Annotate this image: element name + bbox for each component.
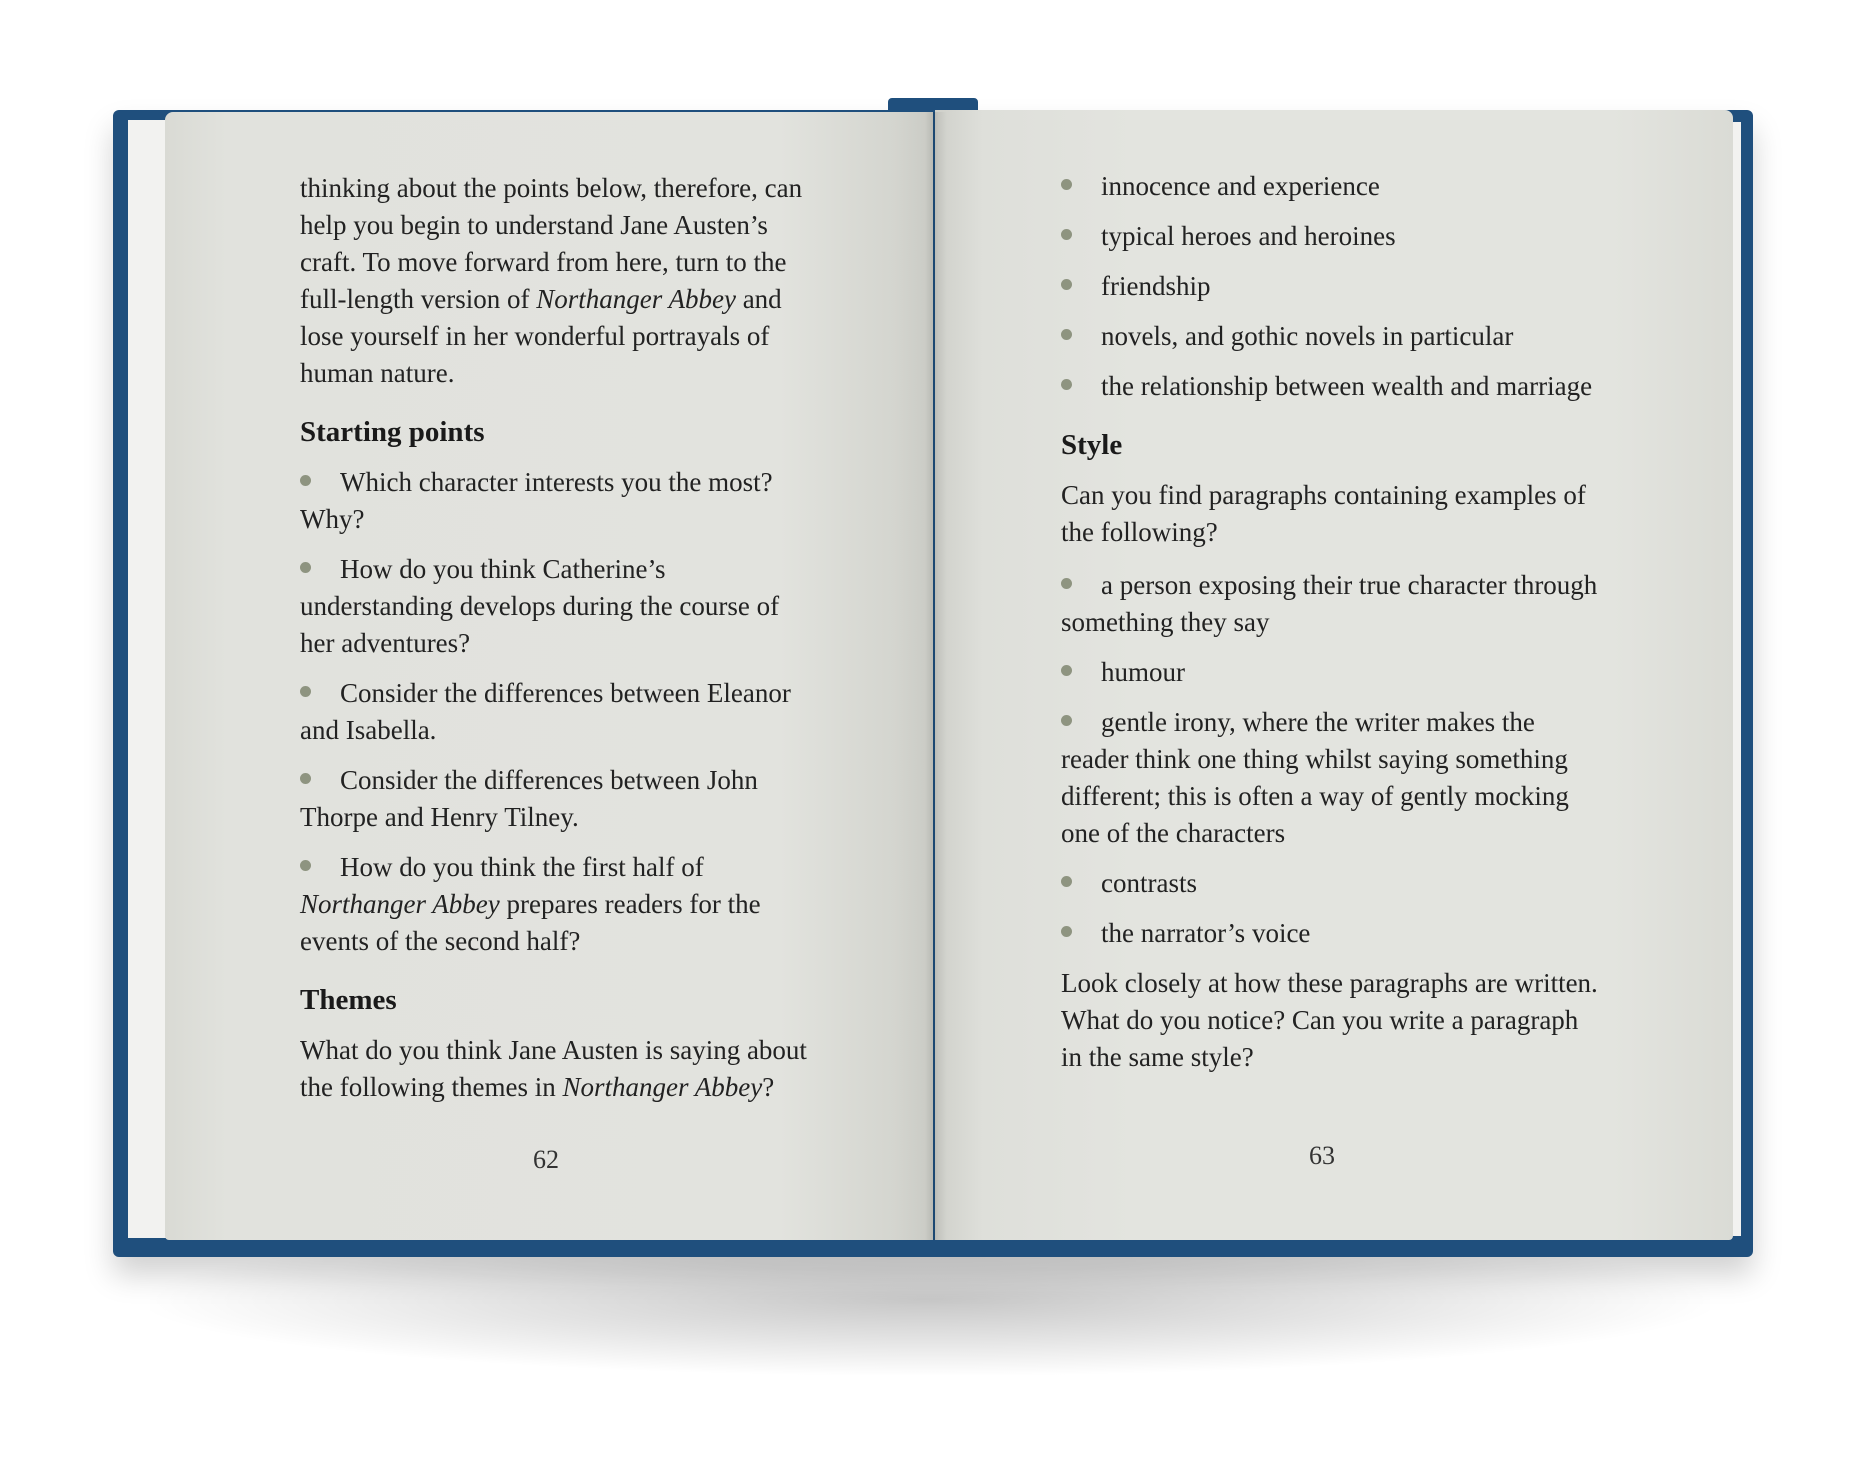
list-item-text: contrasts — [1101, 868, 1197, 898]
list-item — [300, 464, 820, 538]
list-item — [1061, 567, 1606, 641]
themes-intro-text: ? — [762, 1072, 775, 1102]
list-item — [300, 762, 820, 836]
list-item — [300, 675, 820, 749]
list-item-text: Consider the differences between John Thorpe and Henry Tilney. — [300, 765, 758, 832]
list-item — [1061, 218, 1606, 255]
bullet-icon — [1061, 379, 1072, 390]
left-page-content — [300, 170, 820, 1122]
book-title: Northanger Abbey — [562, 1072, 763, 1102]
bullet-icon — [1061, 665, 1072, 676]
list-item — [1061, 654, 1606, 691]
list-item-text: the narrator’s voice — [1101, 918, 1311, 948]
list-item-text: gentle irony, where the writer makes the reader think one thing whilst saying something different; this is often a way of gently mocking one of the characters — [1061, 707, 1569, 848]
bullet-icon — [1061, 179, 1072, 190]
bullet-icon — [300, 686, 311, 697]
bullet-icon — [300, 475, 311, 486]
list-item — [1061, 368, 1606, 405]
bullet-icon — [1061, 279, 1072, 290]
intro-text: thinking about the points below, therefore, can help you begin to understand Jane Austen’s craft. To move forward from here, turn to the full-length version of — [300, 173, 803, 314]
themes-intro-text: What do you think Jane Austen is saying about the following themes in — [300, 1035, 807, 1102]
bullet-icon — [1061, 578, 1072, 589]
book-title: Northanger Abbey — [536, 284, 736, 314]
list-item — [300, 849, 820, 960]
bullet-icon — [1061, 715, 1072, 726]
bullet-icon — [1061, 229, 1072, 240]
style-heading: Style — [1061, 429, 1123, 461]
intro-paragraph — [300, 170, 820, 392]
list-item-text: How do you think the first half of — [340, 852, 704, 882]
list-item-text: humour — [1101, 657, 1185, 687]
list-item — [300, 551, 820, 662]
list-item-text: a person exposing their true character through something they say — [1061, 570, 1598, 637]
bullet-icon — [300, 860, 311, 871]
list-item-text: Which character interests you the most? Why? — [300, 467, 773, 534]
list-item — [1061, 268, 1606, 305]
bullet-icon — [300, 562, 311, 573]
bullet-icon — [300, 773, 311, 784]
bullet-icon — [1061, 329, 1072, 340]
themes-heading: Themes — [300, 984, 397, 1016]
list-item-text: the relationship between wealth and marriage — [1101, 371, 1593, 401]
list-item-text: How do you think Catherine’s understanding develops during the course of her adventures? — [300, 554, 780, 658]
list-item — [1061, 915, 1606, 952]
style-intro: Can you find paragraphs containing examples of the following? — [1061, 480, 1586, 547]
list-item-text: typical heroes and heroines — [1101, 221, 1396, 251]
right-page-content — [1061, 168, 1606, 1092]
book-gutter — [925, 112, 947, 1240]
list-item-text: prepares readers for the events of the second half? — [300, 889, 761, 956]
page-number-left: 62 — [533, 1145, 559, 1174]
intro-text: and lose yourself in her wonderful portrayals of human nature. — [300, 284, 782, 388]
page-number-right: 63 — [1309, 1141, 1335, 1170]
bullet-icon — [1061, 876, 1072, 887]
list-item-text: innocence and experience — [1101, 171, 1380, 201]
style-outro: Look closely at how these paragraphs are written. What do you notice? Can you write a paragraph in the same style? — [1061, 968, 1598, 1072]
list-item — [1061, 865, 1606, 902]
list-item-text: friendship — [1101, 271, 1211, 301]
list-item — [1061, 704, 1606, 852]
list-item-text: Consider the differences between Eleanor and Isabella. — [300, 678, 791, 745]
bullet-icon — [1061, 926, 1072, 937]
list-item — [1061, 318, 1606, 355]
themes-intro — [300, 1032, 820, 1106]
list-item — [1061, 168, 1606, 205]
book-title: Northanger Abbey — [300, 889, 500, 919]
list-item-text: novels, and gothic novels in particular — [1101, 321, 1514, 351]
starting-points-heading: Starting points — [300, 416, 485, 448]
